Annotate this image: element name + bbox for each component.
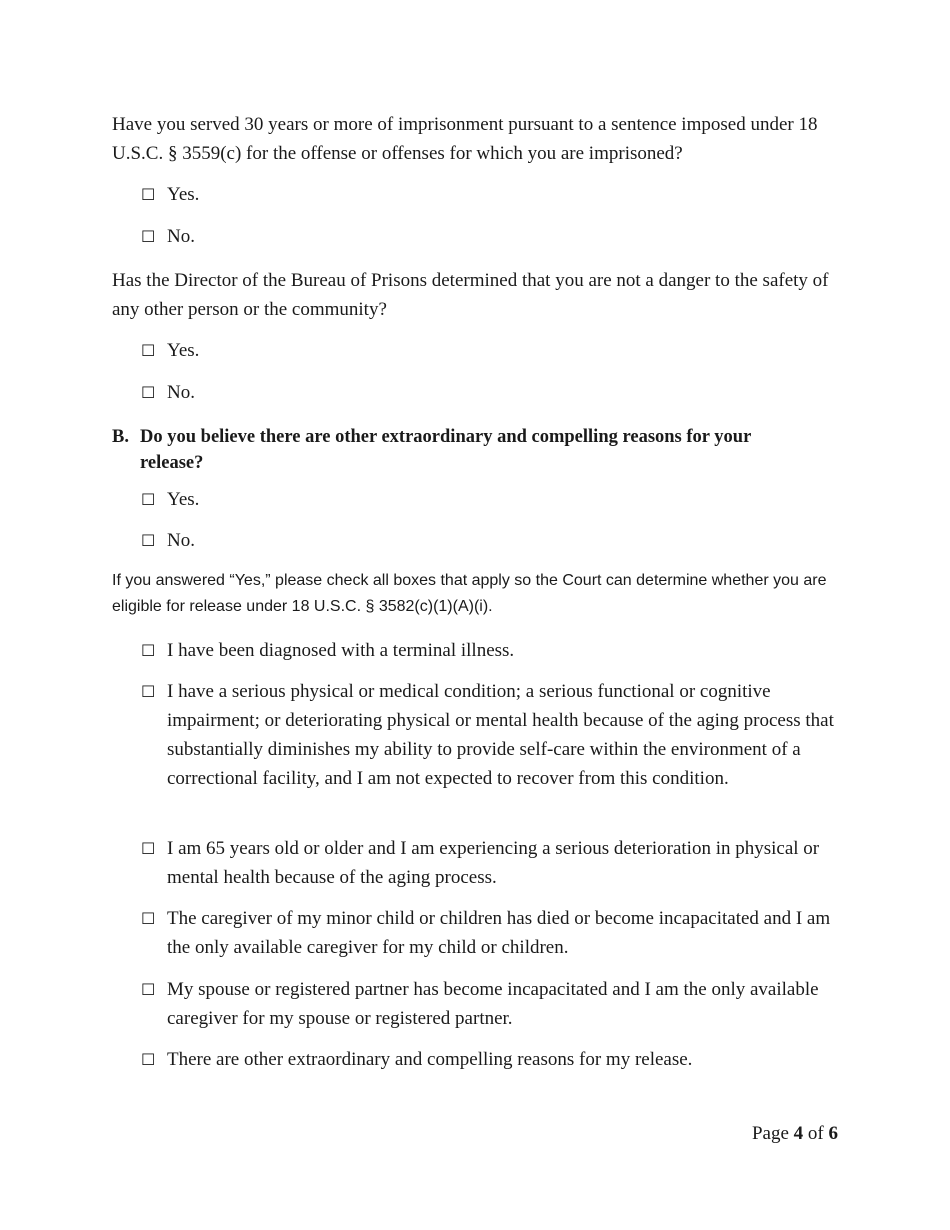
option-label: Yes. bbox=[167, 340, 200, 361]
section-letter: B. bbox=[112, 427, 129, 447]
question-served-30-years: Have you served 30 years or more of imprisonment pursuant to a sentence imposed under 18 U.S.C. § 3559(c) for the offense or offenses for which you are imprisoned? bbox=[112, 114, 818, 164]
option-label: No. bbox=[167, 530, 195, 551]
section-question: Do you believe there are other extraordinary and compelling reasons for your release? bbox=[140, 427, 751, 473]
question-not-a-danger: Has the Director of the Bureau of Prisons determined that you are not a danger to the safety of any other person or the community? bbox=[112, 270, 829, 320]
option-label: No. bbox=[167, 382, 195, 403]
checkbox-b-yes[interactable]: ☐ bbox=[141, 490, 156, 509]
checkbox-reason-4[interactable]: ☐ bbox=[141, 909, 156, 928]
reason-serious-condition[interactable] bbox=[141, 677, 841, 793]
option-label: Yes. bbox=[167, 489, 200, 510]
reason-label: My spouse or registered partner has become incapacitated and I am the only available caregiver for my spouse or registered partner. bbox=[167, 979, 819, 1029]
section-b-heading bbox=[112, 424, 812, 476]
option-label: Yes. bbox=[167, 184, 200, 205]
checkbox-b-no[interactable]: ☐ bbox=[141, 531, 156, 550]
reason-spouse-incapacitated[interactable] bbox=[141, 975, 841, 1033]
page-prefix: Page bbox=[751, 1123, 789, 1144]
option-b-no[interactable] bbox=[141, 526, 841, 555]
reason-label: The caregiver of my minor child or children has died or become incapacitated and I am the only available caregiver for my child or children. bbox=[167, 908, 831, 958]
checkbox-reason-2[interactable]: ☐ bbox=[141, 682, 156, 701]
reason-terminal-illness[interactable] bbox=[141, 636, 841, 665]
page-current: 4 bbox=[793, 1123, 804, 1144]
option-b-yes[interactable] bbox=[141, 485, 841, 514]
reason-other[interactable] bbox=[141, 1045, 841, 1074]
checkbox-q1-no[interactable]: ☐ bbox=[141, 227, 156, 246]
reason-caregiver-died[interactable] bbox=[141, 904, 841, 962]
checkbox-q2-yes[interactable]: ☐ bbox=[141, 341, 156, 360]
reason-label: I have a serious physical or medical condition; a serious functional or cognitive impairment; or deteriorating physical or mental health because of the aging process that substantially diminishes my ability to provide self-care within the environment of a correctional facility, and I am not expected to recover from this condition. bbox=[167, 681, 834, 789]
checkbox-reason-6[interactable]: ☐ bbox=[141, 1050, 156, 1069]
reason-label: There are other extraordinary and compelling reasons for my release. bbox=[167, 1049, 693, 1070]
checkbox-q2-no[interactable]: ☐ bbox=[141, 383, 156, 402]
option-q1-yes[interactable] bbox=[141, 180, 841, 209]
page-number bbox=[752, 1120, 838, 1148]
page-total: 6 bbox=[828, 1123, 838, 1144]
instruction-note: If you answered “Yes,” please check all boxes that apply so the Court can determine whether you are eligible for release under 18 U.S.C. § 3582(c)(1)(A)(i). bbox=[112, 572, 827, 615]
option-q2-yes[interactable] bbox=[141, 336, 841, 365]
page-of: of bbox=[807, 1123, 824, 1144]
checkbox-reason-5[interactable]: ☐ bbox=[141, 980, 156, 999]
option-q2-no[interactable] bbox=[141, 378, 841, 407]
option-q1-no[interactable] bbox=[141, 222, 841, 251]
checkbox-q1-yes[interactable]: ☐ bbox=[141, 185, 156, 204]
reason-label: I am 65 years old or older and I am experiencing a serious deterioration in physical or mental health because of the aging process. bbox=[167, 838, 820, 888]
option-label: No. bbox=[167, 226, 195, 247]
checkbox-reason-3[interactable]: ☐ bbox=[141, 839, 156, 858]
reason-age-65[interactable] bbox=[141, 834, 841, 892]
checkbox-reason-1[interactable]: ☐ bbox=[141, 641, 156, 660]
reason-label: I have been diagnosed with a terminal illness. bbox=[167, 640, 515, 661]
